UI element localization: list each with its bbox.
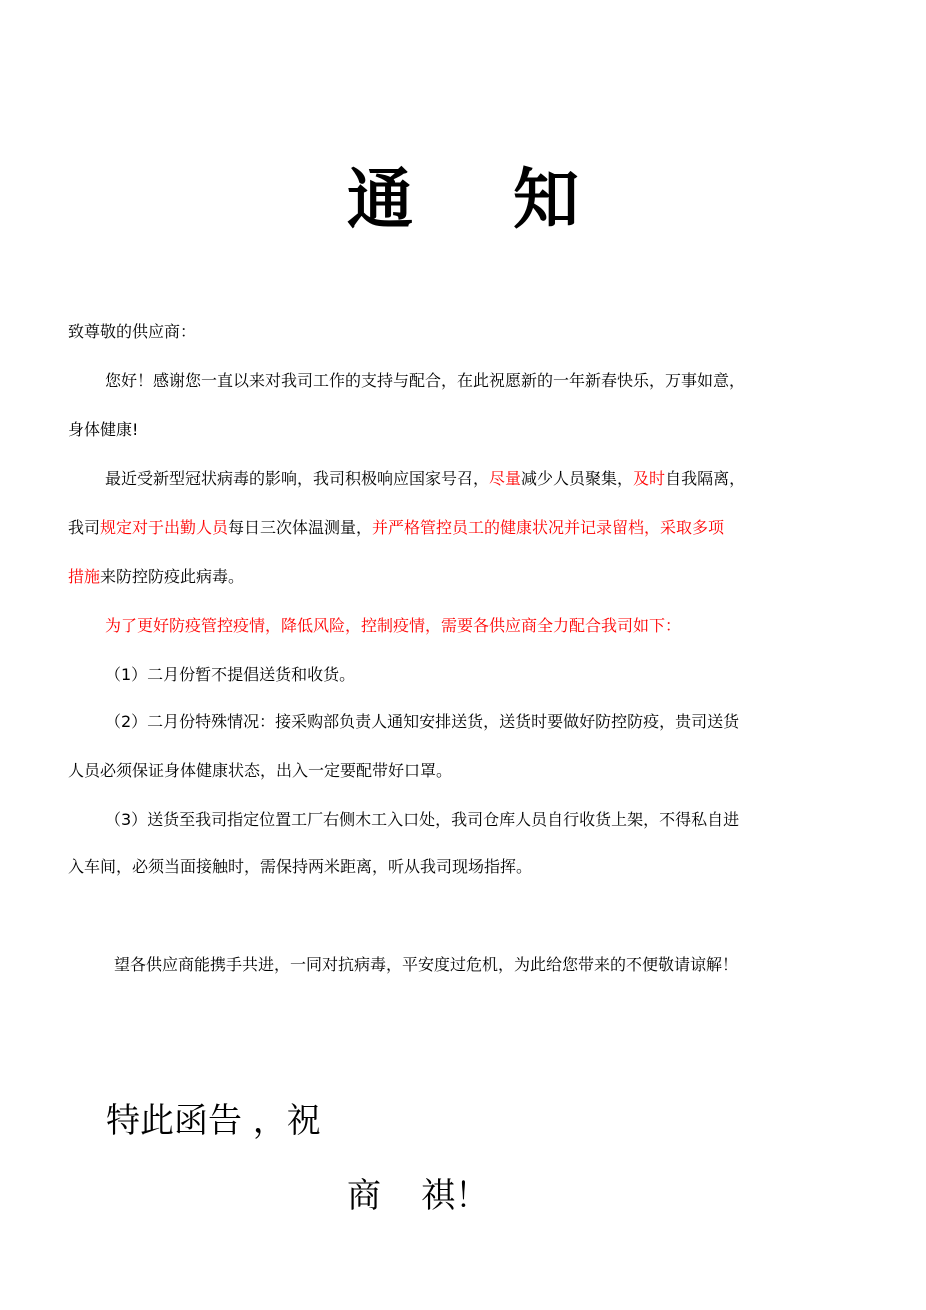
- measures-text-1: 最近受新型冠状病毒的影响，我司积极响应国家号召，: [105, 469, 490, 488]
- sign-char-2: 祺！: [421, 1176, 489, 1216]
- closing-line: 特此函告 ，祝: [106, 1101, 321, 1141]
- item-2-line-1: （2）二月份特殊情况：接采购部负责人通知安排送货，送货时要做好防控防疫，贵司送货: [105, 712, 740, 731]
- measures-line-2: [68, 503, 848, 552]
- item-1: （1）二月份暂不提倡送货和收货。: [105, 665, 356, 684]
- measures-highlight-2: 及时: [633, 469, 666, 488]
- measures-highlight-5: 措施: [68, 567, 101, 586]
- measures-line-1: [68, 454, 885, 503]
- greeting-line-1: 您好！感谢您一直以来对我司工作的支持与配合，在此祝愿新的一年新春快乐，万事如意，: [105, 371, 746, 390]
- greeting-line-2: 身体健康!: [68, 420, 139, 439]
- title-char-1: 通: [347, 161, 413, 238]
- item-2-line-2: 人员必须保证身体健康状态，出入一定要配带好口罩。: [68, 761, 453, 780]
- measures-text-4: 我司: [68, 518, 101, 537]
- request-line: 为了更好防疫管控疫情，降低风险，控制疫情，需要各供应商全力配合我司如下：: [105, 616, 682, 635]
- item-3-line-1: （3）送货至我司指定位置工厂右侧木工入口处，我司仓库人员自行收货上架，不得私自进: [105, 810, 740, 829]
- item-3-line-2: 入车间，必须当面接触时，需保持两米距离，听从我司现场指挥。: [68, 857, 533, 876]
- measures-text-6: 来防控防疫此病毒。: [100, 567, 245, 586]
- title-char-2: 知: [513, 161, 579, 238]
- sign-char-1: 商: [347, 1176, 381, 1216]
- salutation: 致尊敬的供应商：: [68, 322, 197, 341]
- measures-text-5: 每日三次体温测量，: [228, 518, 373, 537]
- notice-title: [0, 160, 926, 240]
- sign-off: [347, 1171, 489, 1221]
- measures-text-3: 自我隔离，: [665, 469, 746, 488]
- hope-line: 望各供应商能携手共进，一同对抗病毒，平安度过危机，为此给您带来的不便敬请谅解！: [114, 955, 739, 974]
- measures-line-3: [68, 552, 848, 601]
- measures-highlight-3: 规定对于出勤人员: [100, 518, 229, 537]
- measures-text-2: 减少人员聚集，: [521, 469, 634, 488]
- measures-highlight-1: 尽量: [489, 469, 522, 488]
- measures-highlight-4: 并严格管控员工的健康状况并记录留档，采取多项: [372, 518, 725, 537]
